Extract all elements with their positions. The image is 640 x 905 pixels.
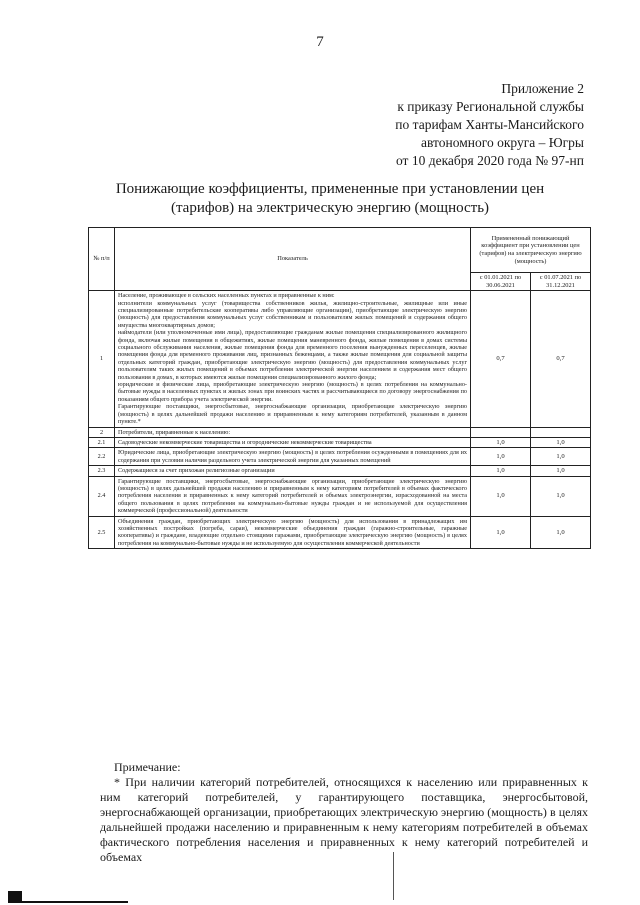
row-paragraph: наймодатели (или уполномоченные ими лица), предоставляющие гражданам жилые помещения специализированного жилищного фонда, включая жилые помещения в общежитиях, жилые помещения маневренного фонда, жилые помещения в домах системы социального обслуживания населения, жилые помещения фонда для временного поселения вынужденных переселенцев, жилые помещения фонда для временного проживания лиц, признанных беженцами, а также жилые помещения для социальной защиты отдельных категорий граждан, приобретающие электрическую энергию (мощность) для предоставления коммунальных услуг пользователям таких жилых помещений в объемах потребления электрической энергии населением и содержания мест общего пользования в домах, в которых имеются жилые помещения специализированного жилого фонда; — [118, 329, 467, 381]
row-value-period-1: 1,0 — [471, 448, 531, 466]
appendix-line: Приложение 2 — [501, 81, 584, 96]
footnote-title: Примечание: — [114, 760, 181, 774]
row-value-period-2: 1,0 — [531, 516, 591, 549]
row-number: 2.4 — [89, 476, 115, 516]
row-paragraph: Население, проживающее в сельских населенных пунктах и приравненные к ним: — [118, 292, 335, 300]
row-value-period-2: 0,7 — [531, 291, 591, 427]
header-coefficient: Примененный понижающий коэффициент при установлении цен (тарифов) на электрическую энергию (мощность) — [471, 228, 591, 273]
header-num: № п/п — [89, 228, 115, 291]
row-paragraph: юридические и физические лица, приобретающие электрическую энергию (мощность) в целях потребления на коммунально-бытовые нужды в населенных пунктах и жилых зонах при воинских частях и рассчитывающиеся по договору энергоснабжения по показаниям общего прибора учета электрической энергии. — [118, 381, 467, 403]
row-value-period-2 — [531, 427, 591, 437]
row-number: 2.3 — [89, 466, 115, 476]
row-value-period-2: 1,0 — [531, 466, 591, 476]
document-title — [60, 180, 600, 218]
row-description — [115, 291, 471, 427]
scan-edge-bar — [8, 901, 128, 903]
row-number: 2.1 — [89, 437, 115, 447]
coefficients-table — [88, 227, 591, 549]
appendix-line: от 10 декабря 2020 года № 97-нп — [395, 153, 584, 168]
row-value-period-1: 1,0 — [471, 466, 531, 476]
table-header-row — [89, 228, 591, 273]
title-line: Понижающие коэффициенты, примененные при установлении цен — [115, 181, 545, 197]
row-value-period-1: 1,0 — [471, 516, 531, 549]
table-row — [89, 466, 591, 476]
row-value-period-2: 1,0 — [531, 437, 591, 447]
row-number: 2 — [89, 427, 115, 437]
row-paragraph: исполнители коммунальных услуг (товарищества собственников жилья, жилищно-строительные, жилищные или иные специализированные потребительские кооперативы либо управляющие организации), приобретающие электрическую энергию (мощность) для предоставления коммунальных услуг собственникам и пользователям жилых помещений и содержания общего имущества многоквартирных домов; — [118, 299, 467, 329]
footnote-body: * При наличии категорий потребителей, относящихся к населению или приравненных к ним категорий потребителей, у гарантирующего поставщика, энергосбытовой, энергоснабжающей организации, приобретающих электрическую энергию (мощность) в целях дальнейшей продажи населению и приравненным к нему категориям потребителей в объемах фактического потребления населения и приравненных к нему категорий потребителей и объемах — [100, 775, 588, 864]
row-value-period-1: 0,7 — [471, 291, 531, 427]
header-period-1: с 01.01.2021 по 30.06.2021 — [471, 273, 531, 291]
row-description: Садоводческие некоммерческие товарищества и огороднические некоммерческие товарищества — [115, 437, 471, 447]
table-row — [89, 476, 591, 516]
header-period-2: с 01.07.2021 по 31.12.2021 — [531, 273, 591, 291]
page-number: 7 — [316, 34, 324, 50]
appendix-block — [395, 80, 584, 170]
row-description: Юридические лица, приобретающие электрическую энергию (мощность) в целях потребления осужденными в помещениях для их содержания при условии наличия раздельного учета электрической энергии для указанных помещений — [115, 448, 471, 466]
footnote — [100, 760, 588, 865]
row-number: 2.2 — [89, 448, 115, 466]
row-value-period-2: 1,0 — [531, 476, 591, 516]
scan-margin-line — [393, 852, 394, 900]
appendix-line: к приказу Региональной службы — [397, 99, 584, 114]
row-value-period-2: 1,0 — [531, 448, 591, 466]
coefficients-table-wrap — [88, 227, 590, 549]
row-value-period-1: 1,0 — [471, 437, 531, 447]
row-number: 2.5 — [89, 516, 115, 549]
row-number: 1 — [89, 291, 115, 427]
table-row — [89, 448, 591, 466]
row-description: Потребители, приравненные к населению: — [115, 427, 471, 437]
row-description: Содержащиеся за счет прихожан религиозные организации — [115, 466, 471, 476]
table-row — [89, 291, 591, 427]
row-paragraph: Гарантирующие поставщики, энергосбытовые, энергоснабжающие организации, приобретающие электрическую энергию (мощность) в целях дальнейшей продажи населению и приравненным к нему категориям потребителей, указанным в данном пункте.* — [118, 403, 467, 426]
appendix-line: автономного округа – Югры — [421, 135, 584, 150]
appendix-line: по тарифам Ханты-Мансийского — [395, 117, 584, 132]
table-row — [89, 437, 591, 447]
table-row — [89, 427, 591, 437]
table-row — [89, 516, 591, 549]
title-line: (тарифов) на электрическую энергию (мощность) — [170, 200, 490, 216]
row-value-period-1: 1,0 — [471, 476, 531, 516]
row-description: Объединения граждан, приобретающих электрическую энергию (мощность) для использования в принадлежащих им хозяйственных постройках (погреба, сараи), некоммерческие объединения граждан (гаражно-строительные, гаражные кооперативы) и граждане, владеющие отдельно стоящими гаражами, приобретающие электрическую энергию (мощность) в целях потребления на коммунально-бытовые нужды и не используемую для осуществления коммерческой деятельности — [115, 516, 471, 549]
row-value-period-1 — [471, 427, 531, 437]
header-indicator: Показатель — [115, 228, 471, 291]
row-description: Гарантирующие поставщики, энергосбытовые, энергоснабжающие организации, приобретающие электрическую энергию (мощность) в целях дальнейшей продажи населению и приравненным к нему категориям потребителей в объемах фактического потребления населения и приравненных к нему категорий потребителей и объемах электроэнергии, израсходованной на места общего пользования в целях потребления на коммунально-бытовые нужды граждан и не используемой для осуществления коммерческой (профессиональной) деятельности — [115, 476, 471, 516]
